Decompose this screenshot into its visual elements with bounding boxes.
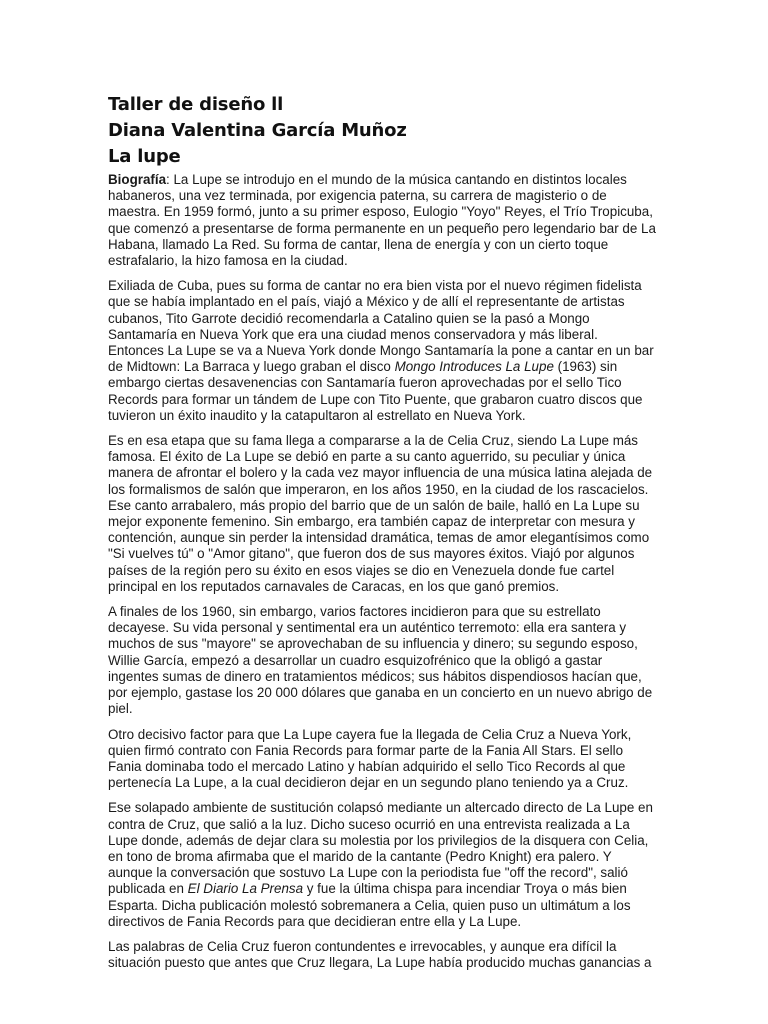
biografia-label: Biografía [108, 172, 167, 187]
paragraph-text: Exiliada de Cuba, pues su forma de cantar no era bien vista por el nuevo régimen fidelista que se había implantado en el país, viajó a México y de allí el representante de artistas cubanos, Tito Garrote decidió recomendarla a Catalino quien se la pasó a Mongo Santamaría en Nueva York que era una ciudad menos conservadora y más liberal. Entonces La Lupe se va a Nueva York donde Mongo Santamaría la pone a cantar en un bar de Midtown: La Barraca y luego graban el disco [108, 278, 654, 375]
document-body [108, 172, 656, 980]
paragraph-text: (1963) sin embargo ciertas desavenencias con Santamaría fueron aprovechadas por el sello Tico Records para formar un tándem de Lupe con Tito Puente, que grabaron cuatro discos que tuvieron un éxito inaudito y la catapultaron al estrellato en Nueva York. [108, 359, 643, 423]
paragraph-declive: A finales de los 1960, sin embargo, varios factores incidieron para que su estrellato decayese. Su vida personal y sentimental era un auténtico terremoto: ella era santera y muchos de sus "mayore" se aprovechaban de su influencia y dinero; su segundo esposo, Willie García, empezó a desarrollar un cuadro esquizofrénico que la obligó a gastar ingentes sumas de dinero en tratamientos médicos; sus hábitos dispendiosos hacían que, por ejemplo, gastase los 20 000 dólares que ganaba en un concierto en un nuevo abrigo de piel. [108, 604, 653, 717]
paragraph-exilio [108, 278, 656, 424]
paragraph-consecuencias: Las palabras de Celia Cruz fueron contundentes e irrevocables, y aunque era difícil la situación puesto que antes que Cruz llegara, La Lupe había producido muchas ganancias a [108, 938, 652, 971]
paragraph-biografia [108, 172, 656, 269]
paragraph-altercado [108, 800, 656, 930]
document-header [108, 92, 668, 170]
author-name: Diana Valentina García Muñoz [108, 120, 407, 141]
paragraph-celia-cruz: Otro decisivo factor para que La Lupe cayera fue la llegada de Celia Cruz a Nueva York, quien firmó contrato con Fania Records para formar parte de la Fania All Stars. El sello Fania dominaba todo el mercado Latino y habían adquirido el sello Tico Records al que pertenecía La Lupe, a la cual decidieron dejar en un segundo plano teniendo ya a Cruz. [108, 726, 632, 791]
album-title: Mongo Introduces La Lupe [394, 359, 554, 375]
course-title: Taller de diseño ll [108, 94, 284, 115]
newspaper-title: El Diario La Prensa [187, 881, 304, 897]
paragraph-text: Ese solapado ambiente de sustitución colapsó mediante un altercado directo de La Lupe en contra de Cruz, que salió a la luz. Dicho suceso ocurrió en una entrevista realizada a La Lupe donde, además de dejar clara su molestia por los privilegios de la disquera con Celia, en tono de broma afirmaba que el marido de la cantante (Pedro Knight) era palero. Y aunque la conversación que sostuvo La Lupe con la periodista fue "off the record", salió publicada en [108, 800, 653, 897]
document-title: La lupe [108, 146, 181, 167]
paragraph-fama: Es en esa etapa que su fama llega a compararse a la de Celia Cruz, siendo La Lupe más famosa. El éxito de La Lupe se debió en parte a su canto aguerrido, su peculiar y única manera de afrontar el bolero y la cada vez mayor influencia de una música latina alejada de los formalismos de salón que imperaron, en los años 1950, en la ciudad de los rascacielos. Ese canto arrabalero, más propio del barrio que de un salón de baile, halló en La Lupe su mejor exponente femenino. Sin embargo, era también capaz de interpretar con mesura y contención, aunque sin perder la intensidad dramática, temas de amor elegantísimos como "Si vuelves tú" o "Amor gitano", que fueron dos de sus mayores éxitos. Viajó por algunos países de la región pero su éxito en esos viajes se dio en Venezuela donde fue cartel principal en los reputados carnavales de Caracas, en los que ganó premios. [108, 433, 653, 594]
paragraph-text: y fue la última chispa para incendiar Troya o más bien Esparta. Dicha publicación molestó sobremanera a Celia, quien puso un ultimátum a los directivos de Fania Records para que decidieran entre ella y La Lupe. [108, 881, 631, 929]
paragraph-text: : La Lupe se introdujo en el mundo de la música cantando en distintos locales habaneros, una vez terminada, por exigencia paterna, su carrera de magisterio o de maestra. En 1959 formó, junto a su primer esposo, Eulogio "Yoyo" Reyes, el Trío Tropicuba, que comenzó a presentarse de forma permanente en un pequeño pero legendario bar de La Habana, llamado La Red. Su forma de cantar, llena de energía y con un cierto toque estrafalario, la hizo famosa en la ciudad. [108, 172, 656, 269]
